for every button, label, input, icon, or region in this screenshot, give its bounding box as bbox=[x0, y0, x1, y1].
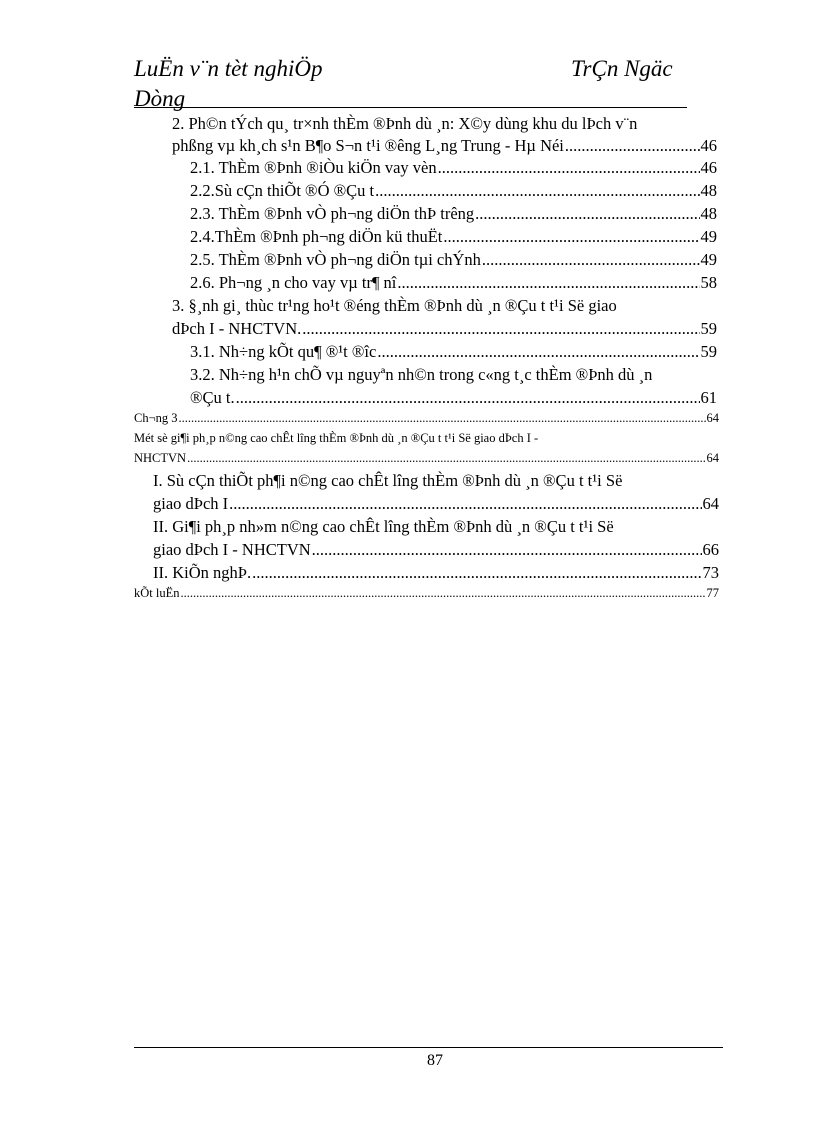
toc-entry-text: NHCTVN bbox=[134, 451, 187, 465]
toc-chapter-3-title-line1[interactable] bbox=[134, 430, 538, 446]
toc-page-number: 61 bbox=[700, 388, 717, 407]
toc-leader-dots bbox=[302, 318, 699, 340]
toc-entry-3-line2[interactable] bbox=[172, 318, 717, 340]
header-rule bbox=[134, 107, 687, 108]
toc-chapter-3-title-line2[interactable] bbox=[134, 450, 719, 466]
toc-entry-2-1[interactable] bbox=[190, 157, 717, 179]
toc-leader-dots bbox=[375, 180, 699, 202]
toc-leader-dots bbox=[252, 562, 701, 584]
toc-entry-text: 2.2.Sù cÇn thiÕt ®Ó ®Çu t bbox=[190, 181, 375, 200]
toc-leader-dots bbox=[312, 539, 702, 561]
toc-leader-dots bbox=[438, 157, 700, 179]
header-title-continuation: Dòng bbox=[134, 86, 186, 111]
toc-section-ii-line2[interactable] bbox=[153, 539, 719, 561]
toc-leader-dots bbox=[443, 226, 699, 248]
toc-leader-dots bbox=[377, 341, 699, 363]
toc-conclusion[interactable] bbox=[134, 585, 719, 601]
toc-section-i-line1[interactable] bbox=[153, 470, 622, 492]
toc-leader-dots bbox=[179, 410, 706, 426]
toc-page-number: 73 bbox=[702, 563, 719, 582]
toc-entry-text: II. KiÕn nghÞ. bbox=[153, 563, 252, 582]
toc-page-number: 46 bbox=[700, 158, 717, 177]
toc-entry-text: Ch¬ng 3 bbox=[134, 411, 178, 425]
toc-entry-text: 2.1. ThÈm ®Þnh ®iÒu kiÖn vay vèn bbox=[190, 158, 437, 177]
toc-entry-text: Mét sè gi¶i ph¸p n©ng cao chÊt lîng thÈm ®Þnh dù ¸n ®Çu t t¹i Së giao dÞch I - bbox=[134, 431, 539, 445]
toc-entry-3-line1[interactable] bbox=[172, 295, 617, 317]
footer-rule bbox=[134, 1047, 723, 1048]
toc-section-ii-line1[interactable] bbox=[153, 516, 614, 538]
toc-entry-2-line1[interactable] bbox=[172, 113, 637, 135]
header-title-left: LuËn v¨n tèt nghiÖp bbox=[134, 56, 323, 81]
toc-entry-text: 2.6. Ph¬ng ¸n cho vay vµ tr¶ nî bbox=[190, 273, 397, 292]
toc-page-number: 49 bbox=[700, 227, 717, 246]
toc-entry-text: 2.5. ThÈm ®Þnh vÒ ph¬ng diÖn tµi chÝnh bbox=[190, 250, 481, 269]
toc-page-number: 46 bbox=[700, 136, 717, 155]
toc-page-number: 59 bbox=[700, 342, 717, 361]
toc-entry-2-4[interactable] bbox=[190, 226, 717, 248]
toc-entry-text: giao dÞch I - NHCTVN bbox=[153, 540, 311, 559]
toc-entry-text: phßng vµ kh¸ch s¹n B¶o S¬n t¹i ®êng L¸ng Trung - Hµ Néi bbox=[172, 136, 564, 155]
toc-entry-text: 3.1. Nh÷ng kÕt qu¶ ®¹t ®îc bbox=[190, 342, 377, 361]
toc-leader-dots bbox=[482, 249, 700, 271]
toc-entry-text: I. Sù cÇn thiÕt ph¶i n©ng cao chÊt lîng thÈm ®Þnh dù ¸n ®Çu t t¹i Së bbox=[153, 471, 623, 490]
toc-entry-text: 2. Ph©n tÝch qu¸ tr×nh thÈm ®Þnh dù ¸n: X©y dùng khu du lÞch v¨n bbox=[172, 114, 638, 133]
toc-section-recommendations[interactable] bbox=[153, 562, 719, 584]
toc-page-number: 64 bbox=[706, 411, 719, 425]
toc-entry-2-5[interactable] bbox=[190, 249, 717, 271]
toc-leader-dots bbox=[236, 387, 700, 409]
toc-page-number: 64 bbox=[706, 451, 719, 465]
toc-leader-dots bbox=[187, 450, 705, 466]
toc-entry-3-2-line2[interactable] bbox=[190, 387, 717, 409]
toc-page-number: 49 bbox=[700, 250, 717, 269]
toc-entry-2-line2[interactable] bbox=[172, 135, 717, 157]
toc-leader-dots bbox=[397, 272, 699, 294]
toc-page-number: 48 bbox=[700, 204, 717, 223]
toc-chapter-3[interactable] bbox=[134, 410, 719, 426]
page-number: 87 bbox=[427, 1052, 443, 1069]
toc-leader-dots bbox=[180, 585, 705, 601]
toc-entry-text: 2.4.ThÈm ®Þnh ph¬ng diÖn kü thuËt bbox=[190, 227, 443, 246]
toc-entry-text: kÕt luËn bbox=[134, 586, 180, 600]
toc-page-number: 59 bbox=[700, 319, 717, 338]
toc-entry-text: 3.2. Nh÷ng h¹n chÕ vµ nguyªn nh©n trong c«ng t¸c thÈm ®Þnh dù ¸n bbox=[190, 365, 653, 384]
toc-entry-2-6[interactable] bbox=[190, 272, 717, 294]
toc-entry-text: II. Gi¶i ph¸p nh»m n©ng cao chÊt lîng thÈm ®Þnh dù ¸n ®Çu t t¹i Së bbox=[153, 517, 614, 536]
toc-page-number: 64 bbox=[702, 494, 719, 513]
toc-section-i-line2[interactable] bbox=[153, 493, 719, 515]
toc-entry-text: 2.3. ThÈm ®Þnh vÒ ph¬ng diÖn thÞ trêng bbox=[190, 204, 475, 223]
toc-leader-dots bbox=[565, 135, 700, 157]
toc-entry-text: 3. §¸nh gi¸ thùc tr¹ng ho¹t ®éng thÈm ®Þnh dù ¸n ®Çu t t¹i Së giao bbox=[172, 296, 617, 315]
toc-entry-2-2[interactable] bbox=[190, 180, 717, 202]
toc-page-number: 48 bbox=[700, 181, 717, 200]
toc-leader-dots bbox=[475, 203, 699, 225]
toc-leader-dots bbox=[229, 493, 701, 515]
toc-entry-text: giao dÞch I bbox=[153, 494, 229, 513]
toc-page-number: 66 bbox=[702, 540, 719, 559]
toc-entry-3-1[interactable] bbox=[190, 341, 717, 363]
toc-page-number: 77 bbox=[706, 586, 719, 600]
toc-entry-2-3[interactable] bbox=[190, 203, 717, 225]
header-title-right: TrÇn Ngäc bbox=[571, 56, 673, 81]
toc-entry-text: ®Çu t. bbox=[190, 388, 235, 407]
toc-page-number: 58 bbox=[700, 273, 717, 292]
toc-entry-3-2-line1[interactable] bbox=[190, 364, 652, 386]
toc-entry-text: dÞch I - NHCTVN. bbox=[172, 319, 302, 338]
